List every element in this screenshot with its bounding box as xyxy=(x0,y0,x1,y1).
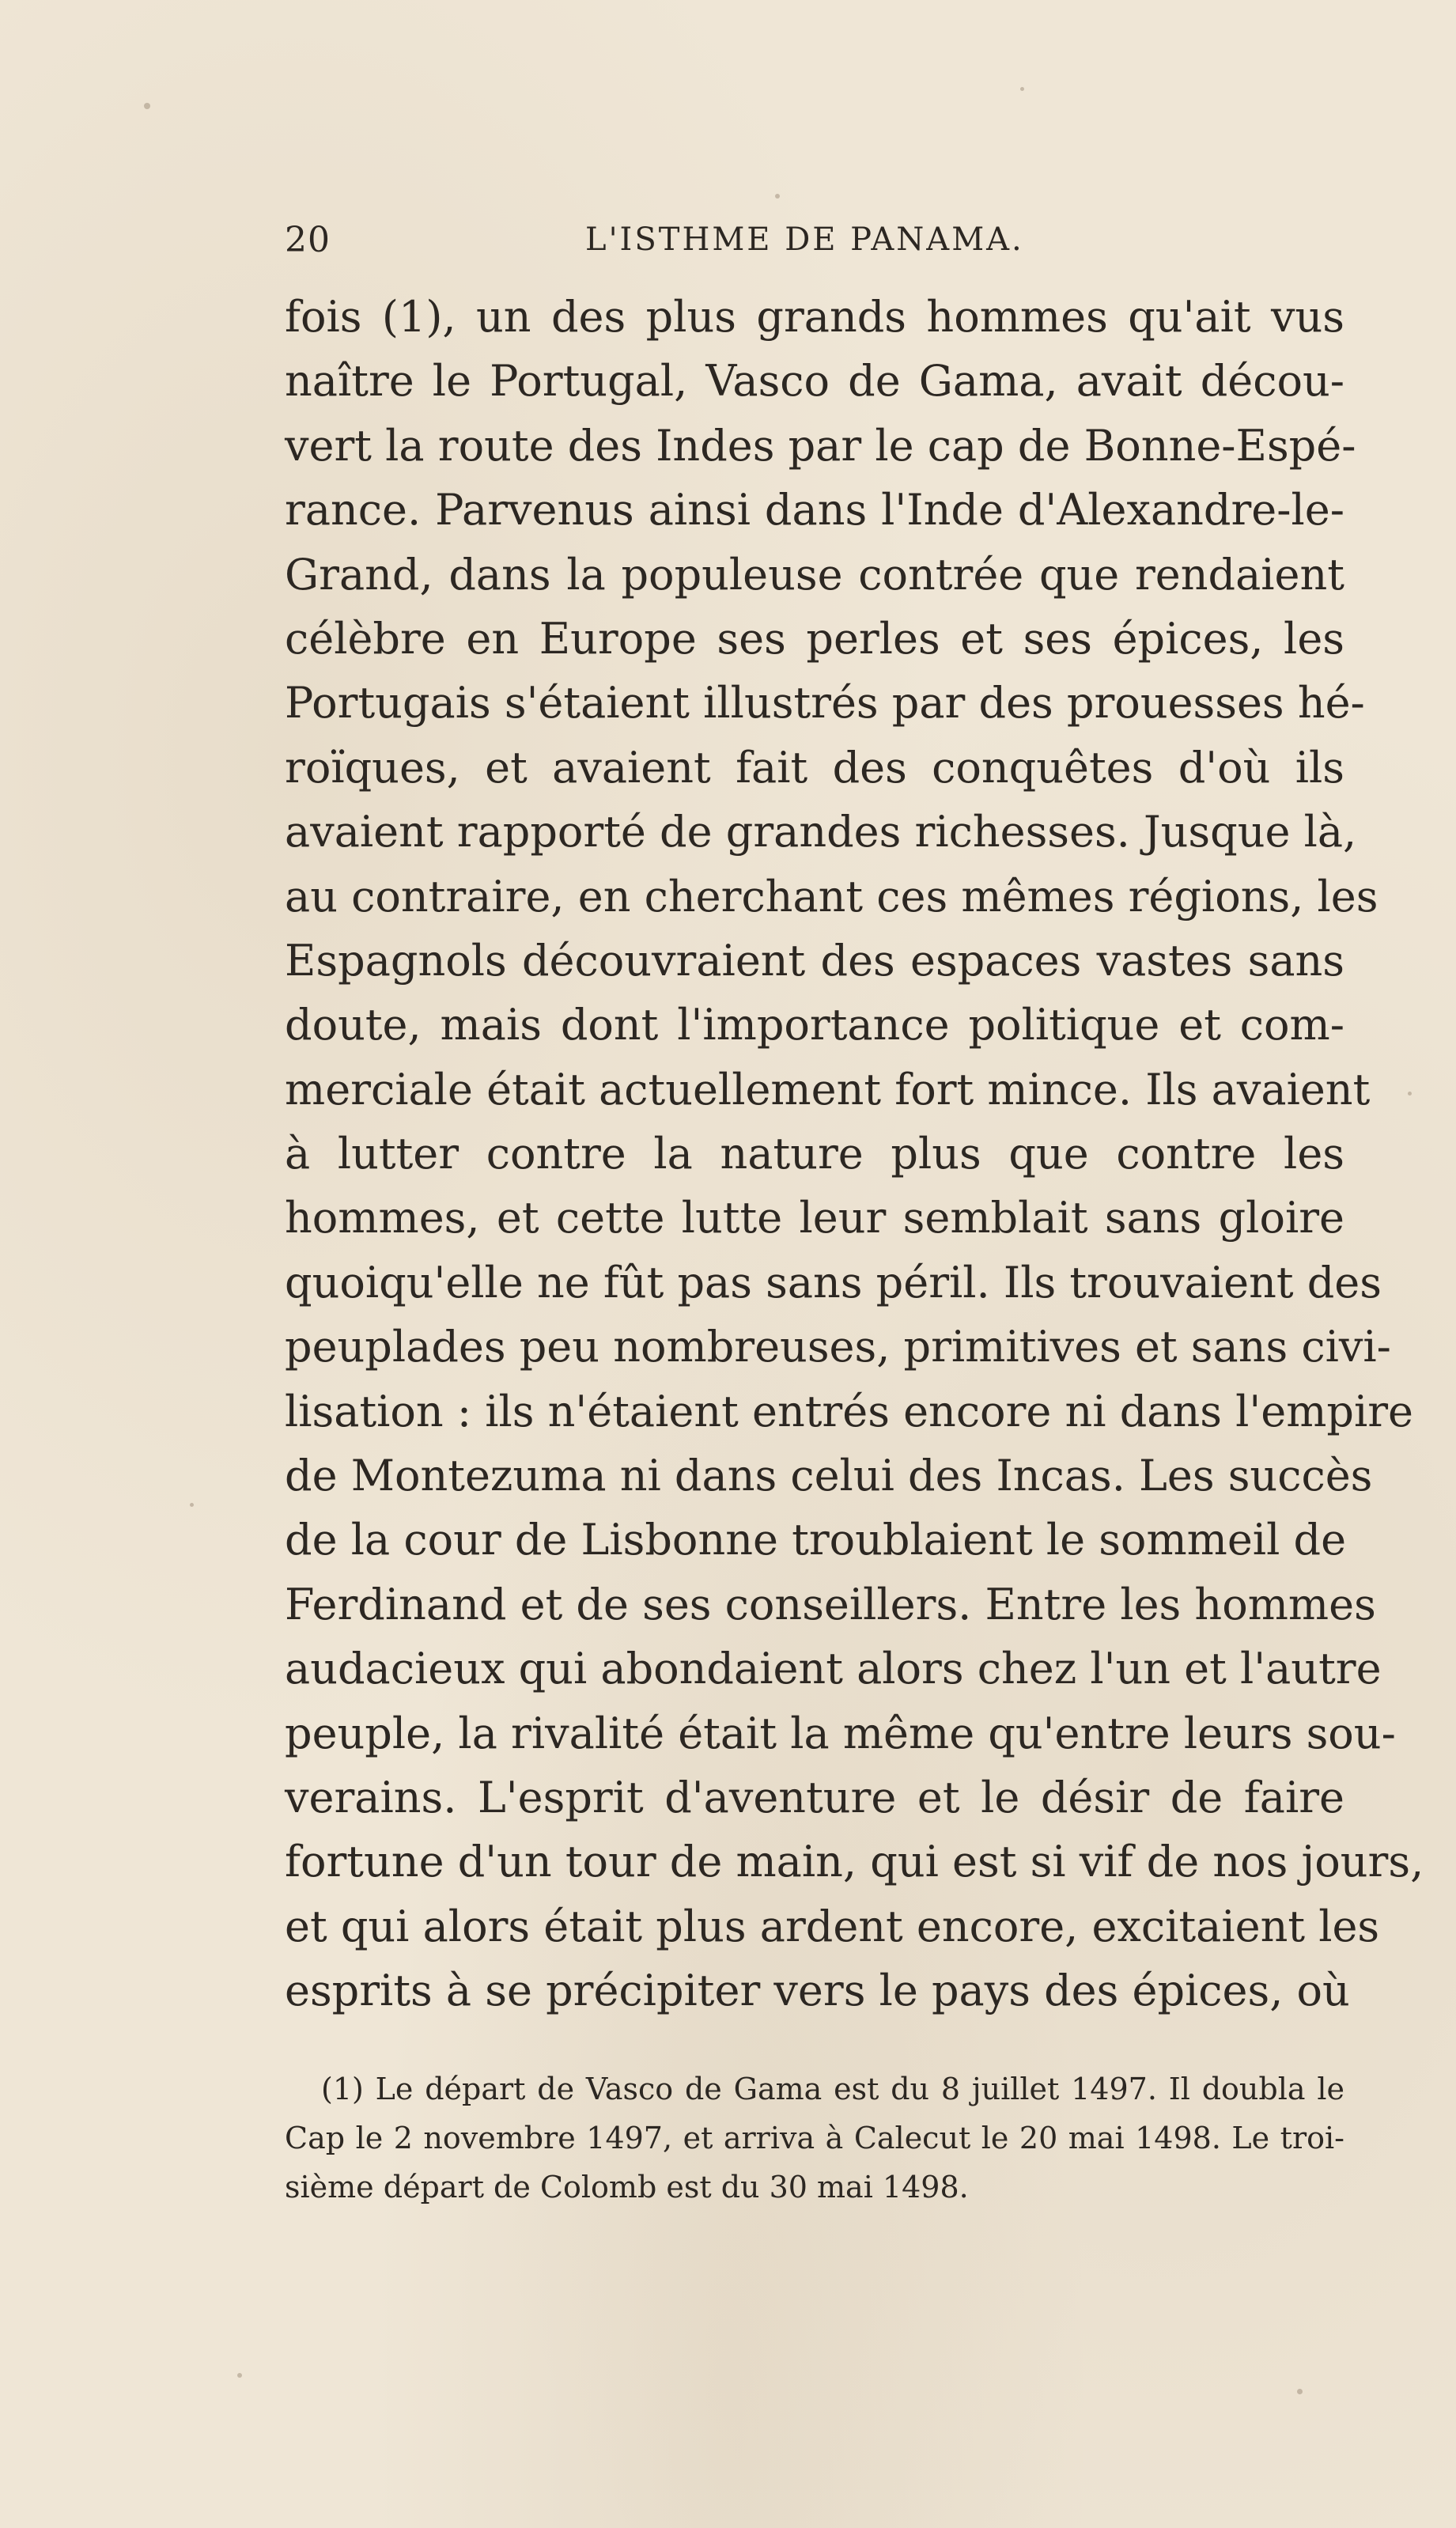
body-line: Portugais s'étaient illustrés par des prouesses hé- xyxy=(285,678,1365,729)
body-line: lisation : ils n'étaient entrés encore ni dans l'empire xyxy=(285,1386,1414,1436)
body-line: doute, mais dont l'importance politique et com- xyxy=(285,1000,1344,1050)
body-line: merciale était actuellement fort mince. Ils avaient xyxy=(285,1064,1371,1115)
paper-speck xyxy=(190,1503,194,1507)
paper-speck xyxy=(1020,87,1024,91)
paper-speck xyxy=(1297,2389,1303,2394)
body-line: audacieux qui abondaient alors chez l'un et l'autre xyxy=(285,1644,1382,1694)
body-line: avaient rapporté de grandes richesses. Jusque là, xyxy=(285,807,1357,857)
running-title: L'ISTHME DE PANAMA. xyxy=(585,221,1024,258)
body-text xyxy=(285,285,1424,2023)
paper-speck xyxy=(775,194,780,199)
body-line: célèbre en Europe ses perles et ses épices, les xyxy=(285,613,1344,664)
body-line: fois (1), un des plus grands hommes qu'ait vus xyxy=(285,292,1344,342)
body-line: Espagnols découvraient des espaces vastes sans xyxy=(285,935,1344,986)
body-line: naître le Portugal, Vasco de Gama, avait décou- xyxy=(285,356,1344,407)
footnote-line: Cap le 2 novembre 1497, et arriva à Calecut le 20 mai 1498. Le troi- xyxy=(285,2121,1344,2155)
body-line: esprits à se précipiter vers le pays des épices, où xyxy=(285,1966,1350,2016)
paper-speck xyxy=(237,2373,242,2378)
body-line: rance. Parvenus ainsi dans l'Inde d'Alexandre-le- xyxy=(285,485,1344,535)
page-number: 20 xyxy=(285,220,331,260)
paper-speck xyxy=(144,103,150,109)
body-line: de Montezuma ni dans celui des Incas. Les succès xyxy=(285,1451,1373,1501)
running-head xyxy=(285,220,1352,275)
body-line: Grand, dans la populeuse contrée que rendaient xyxy=(285,549,1344,600)
body-line: peuple, la rivalité était la même qu'entre leurs sou- xyxy=(285,1708,1396,1758)
body-line: vert la route des Indes par le cap de Bonne-Espé- xyxy=(285,420,1356,471)
footnote-line: (1) Le départ de Vasco de Gama est du 8 juillet 1497. Il doubla le xyxy=(321,2072,1344,2106)
paper-speck xyxy=(1408,1092,1412,1096)
body-line: hommes, et cette lutte leur semblait sans gloire xyxy=(285,1193,1344,1243)
body-line: fortune d'un tour de main, qui est si vif de nos jours, xyxy=(285,1837,1424,1887)
footnotes xyxy=(285,2064,1344,2212)
body-line: roïques, et avaient fait des conquêtes d'où ils xyxy=(285,742,1344,793)
body-line: à lutter contre la nature plus que contre les xyxy=(285,1129,1344,1179)
body-line: quoiqu'elle ne fût pas sans péril. Ils trouvaient des xyxy=(285,1257,1382,1308)
body-line: verains. L'esprit d'aventure et le désir de faire xyxy=(285,1772,1344,1822)
body-line: Ferdinand et de ses conseillers. Entre les hommes xyxy=(285,1579,1376,1629)
body-line: de la cour de Lisbonne troublaient le sommeil de xyxy=(285,1515,1347,1565)
body-line: et qui alors était plus ardent encore, excitaient les xyxy=(285,1901,1380,1951)
footnote-line: sième départ de Colomb est du 30 mai 1498. xyxy=(285,2170,969,2204)
body-line: peuplades peu nombreuses, primitives et sans civi- xyxy=(285,1322,1391,1372)
body-line: au contraire, en cherchant ces mêmes régions, les xyxy=(285,871,1378,922)
